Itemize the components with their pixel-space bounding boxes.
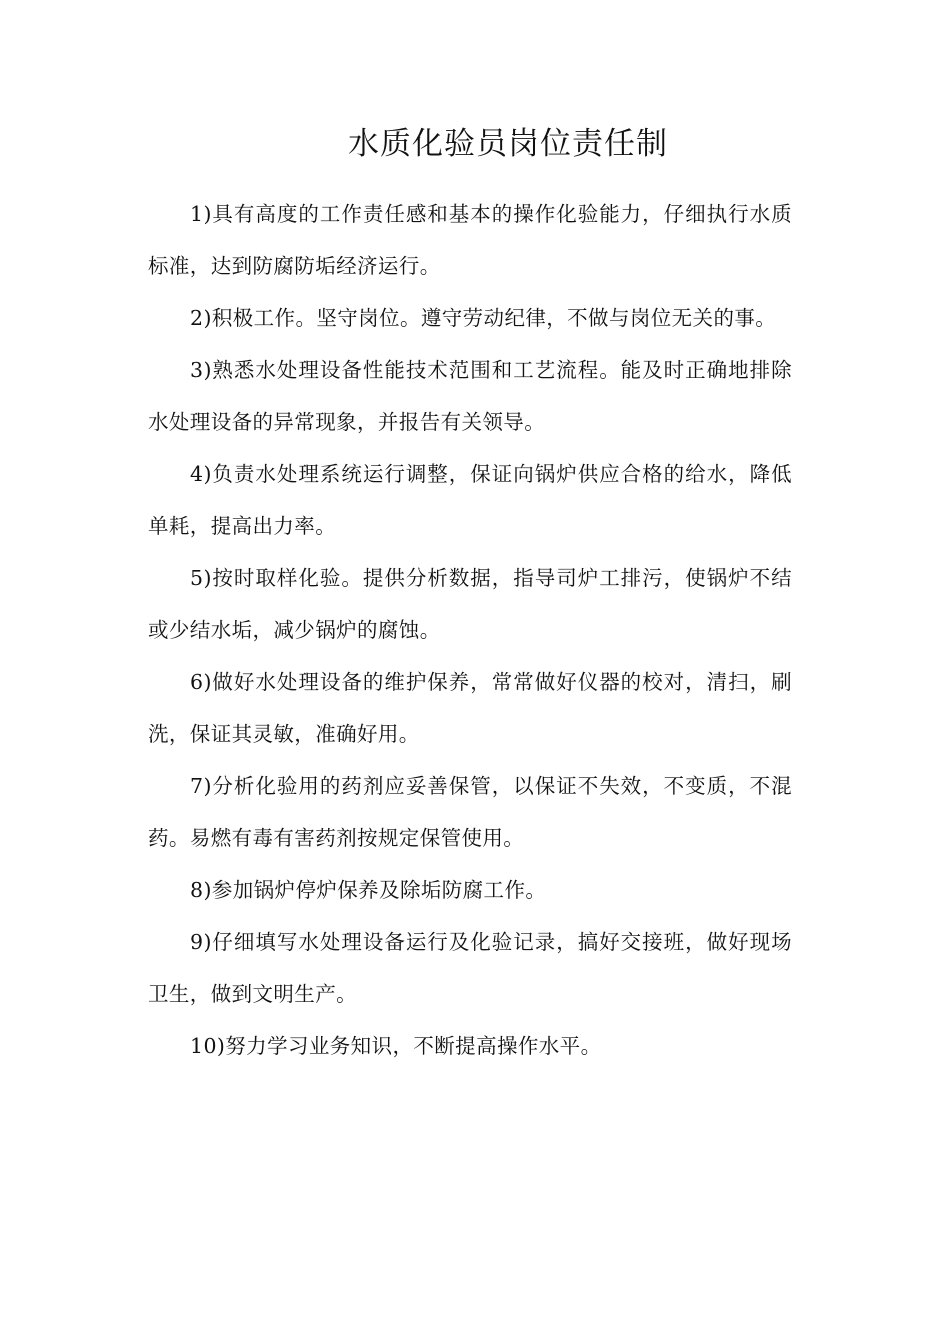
paragraph-5: 5)按时取样化验。提供分析数据，指导司炉工排污，使锅炉不结或少结水垢，减少锅炉的腐蚀。 bbox=[148, 566, 792, 642]
document-body bbox=[148, 188, 792, 1072]
paragraph-9: 9)仔细填写水处理设备运行及化验记录，搞好交接班，做好现场卫生，做到文明生产。 bbox=[148, 930, 792, 1006]
paragraph-3: 3)熟悉水处理设备性能技术范围和工艺流程。能及时正确地排除水处理设备的异常现象，并报告有关领导。 bbox=[148, 358, 792, 434]
paragraph-8: 8)参加锅炉停炉保养及除垢防腐工作。 bbox=[190, 878, 547, 902]
paragraph-4: 4)负责水处理系统运行调整，保证向锅炉供应合格的给水，降低单耗，提高出力率。 bbox=[148, 462, 792, 538]
paragraph-1: 1)具有高度的工作责任感和基本的操作化验能力，仔细执行水质标准，达到防腐防垢经济运行。 bbox=[148, 202, 792, 278]
paragraph-6: 6)做好水处理设备的维护保养，常常做好仪器的校对，清扫，刷洗，保证其灵敏，准确好用。 bbox=[148, 670, 792, 746]
paragraph-10: 10)努力学习业务知识，不断提高操作水平。 bbox=[190, 1034, 602, 1058]
paragraph-7: 7)分析化验用的药剂应妥善保管，以保证不失效，不变质，不混药。易燃有毒有害药剂按规定保管使用。 bbox=[148, 774, 792, 850]
document-title: 水质化验员岗位责任制 bbox=[348, 126, 668, 162]
paragraph-2: 2)积极工作。坚守岗位。遵守劳动纪律，不做与岗位无关的事。 bbox=[190, 306, 777, 330]
